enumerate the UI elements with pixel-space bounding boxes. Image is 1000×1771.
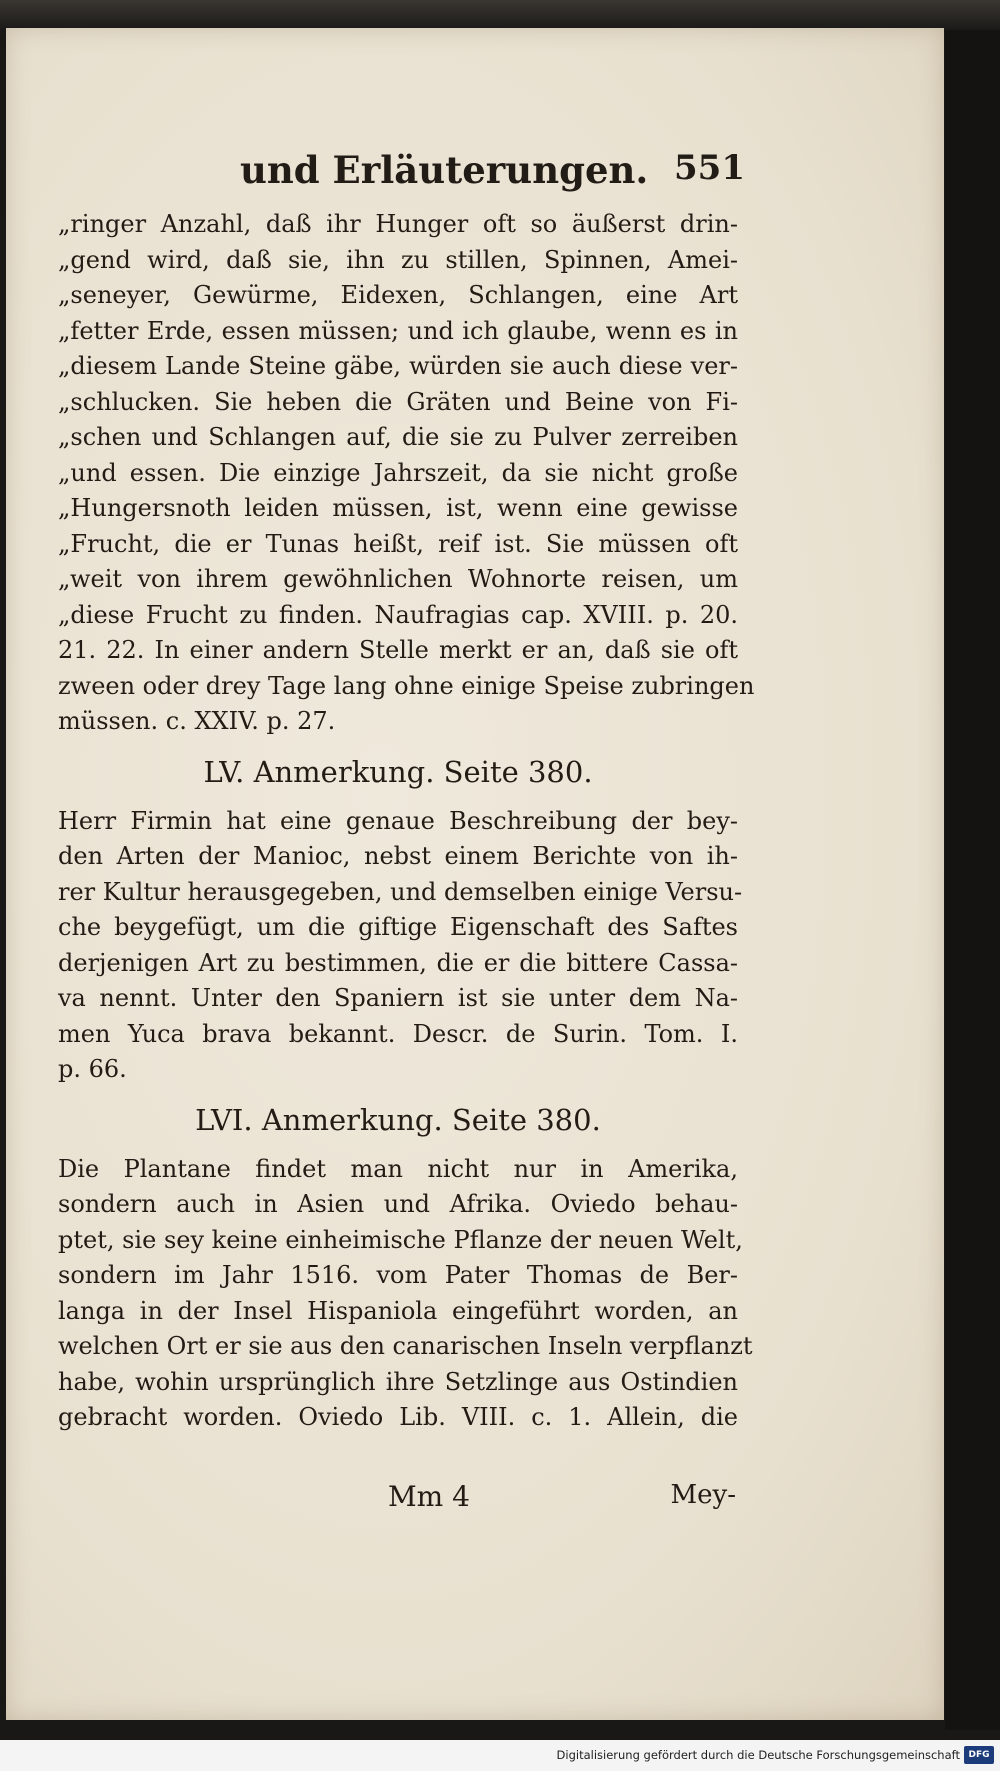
text-line: „Hungersnoth leiden müssen, ist, wenn eine gewisse [58, 494, 738, 522]
text-line: sondern auch in Asien und Afrika. Oviedo behau- [58, 1190, 738, 1218]
page-number: 551 [674, 148, 745, 188]
text-line: „weit von ihrem gewöhnlichen Wohnorte reisen, um [58, 565, 738, 593]
section-heading-lvi: LVI. Anmerkung. Seite 380. [195, 1102, 601, 1137]
running-head: und Erläuterungen. [240, 148, 649, 192]
text-line: Die Plantane findet man nicht nur in Amerika, [58, 1154, 738, 1183]
text-line: „schen und Schlangen auf, die sie zu Pulver zerreiben [58, 423, 738, 451]
catchword: Mey- [670, 1480, 736, 1510]
text-line: welchen Ort er sie aus den canarischen Inseln verpflanzt [58, 1332, 753, 1360]
text-line: 21. 22. In einer andern Stelle merkt er an, daß sie oft [58, 636, 738, 664]
scan-right-edge [945, 30, 1000, 1730]
section-heading-lv: LV. Anmerkung. Seite 380. [203, 754, 593, 789]
credit-bar [0, 1740, 1000, 1771]
text-line: habe, wohin ursprünglich ihre Setzlinge aus Ostindien [58, 1367, 738, 1396]
text-line: rer Kultur herausgegeben, und demselben einige Versu- [58, 877, 743, 906]
text-line: „schlucken. Sie heben die Gräten und Beine von Fi- [58, 387, 738, 416]
text-line: müssen. c. XXIV. p. 27. [58, 707, 336, 735]
text-line: „diesem Lande Steine gäbe, würden sie auch diese ver- [58, 352, 738, 380]
section-lvi-text [58, 1152, 753, 1436]
text-line: p. 66. [58, 1055, 127, 1083]
text-line: men Yuca brava bekannt. Descr. de Surin. Tom. I. [58, 1019, 738, 1048]
page-body [58, 207, 755, 1436]
text-line: „fetter Erde, essen müssen; und ich glaube, wenn es in [58, 316, 738, 345]
text-line: „gend wird, daß sie, ihn zu stillen, Spinnen, Amei- [58, 245, 738, 274]
text-line: derjenigen Art zu bestimmen, die er die bittere Cassa- [58, 948, 738, 977]
text-line: sondern im Jahr 1516. vom Pater Thomas de Ber- [58, 1261, 738, 1289]
text-line: den Arten der Manioc, nebst einem Berichte von ih- [58, 842, 738, 870]
text-line: „ringer Anzahl, daß ihr Hunger oft so äußerst drin- [58, 210, 738, 238]
page-footer [58, 1480, 738, 1520]
text-line: che beygefügt, um die giftige Eigenschaft des Saftes [58, 913, 738, 941]
dfg-logo-icon: DFG [964, 1746, 994, 1764]
text-line: „diese Frucht zu finden. Naufragias cap. XVIII. p. 20. [58, 600, 738, 629]
section-lv-text [58, 804, 743, 1088]
text-line: „seneyer, Gewürme, Eidexen, Schlangen, eine Art [58, 281, 738, 309]
text-line: ptet, sie sey keine einheimische Pflanze der neuen Welt, [58, 1225, 743, 1254]
text-line: gebracht worden. Oviedo Lib. VIII. c. 1. Allein, die [58, 1403, 738, 1431]
text-line: langa in der Insel Hispaniola eingeführt worden, an [58, 1296, 738, 1325]
text-line: zween oder drey Tage lang ohne einige Speise zubringen [58, 671, 755, 700]
credit-text: Digitalisierung gefördert durch die Deutsche Forschungsgemeinschaft [556, 1748, 960, 1762]
text-line: Herr Firmin hat eine genaue Beschreibung der bey- [58, 806, 738, 835]
page-header [240, 148, 745, 198]
paragraph-1 [58, 207, 755, 740]
scan-top-edge [0, 0, 1000, 30]
signature-mark: Mm 4 [388, 1480, 470, 1513]
text-line: va nennt. Unter den Spaniern ist sie unter dem Na- [58, 984, 738, 1012]
text-line: „Frucht, die er Tunas heißt, reif ist. Sie müssen oft [58, 529, 738, 558]
text-line: „und essen. Die einzige Jahrszeit, da sie nicht große [58, 458, 738, 487]
